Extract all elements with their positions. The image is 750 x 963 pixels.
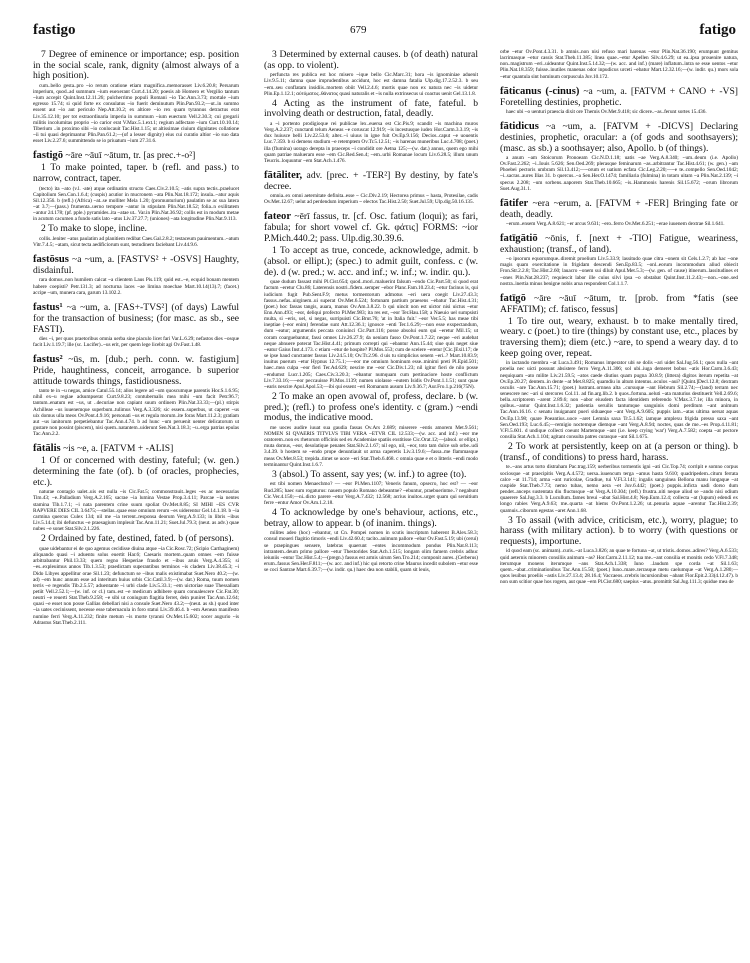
column-1 xyxy=(33,48,239,626)
headword: fastigō xyxy=(33,150,64,162)
citation-block: dies ~i, per quos praetoribus omnia uerba sine piaculo licet fari Var.L.6.29; nefastos dies ~osque facit Liv.1.19.7; ille (sc. Lucifer)..~us erit, per quem lege licebit agi Ov.Fast.1.48. xyxy=(33,335,239,348)
headword-etymology: ~a ~um, a. [FASTVS² + -OSVS] Haughty, disdainful. xyxy=(33,254,239,277)
citation-block: a ~i portento prodigioque rei publicae lex..euersa est Cic.Pis.9; scandit ~is machina muros Verg.A.2.237; cunctanti telum Aeneas ~e coruscat 12.919; ~is incestusque iudex Hor.Carm.3.3.19; ~is dux huiusce belli Liv.22.53.6; alter..~i uiuus in igne fuit Ov.Ep.9.156; Decios..caput ~e uouentis Luc.7.359. b si demens studium ~e retemptem Ov.Tr.5.12.51; ~is harenas muneribus Luc.4.708; (poet.) illa (flumina) uorago derepta in praeceps ~i condidit ore Aetna 125;—(w. dat.) annus, quem ego mihi quam patriae malueram esse ~em Cic.Red.Sen.4; ~em..urbi Romanae locum Liv.6.28.5; illum unum Teucris..loquuntur ~em Stat.Ach.1.476. xyxy=(264,121,478,164)
citation-block: a anum ~am Stoicorum Pronoeam Cic.N.D.1.18; uatis ~ae Verg.A.8.340; ~um..deum (i.e. Apollo) Ov.Fast.2.262; ~i..Iouis 5.626; Sen.Oed.269; plerasque feminarum ~as..arbitrantur Tac.Hist.4.61; (w. gen.) ~am Phoebei pectoris umbram Sil.13.412;—~orum et uatium ecfata Cic.Leg.2.20;—~e te..compello Sen.Oed.1042; ~i..sacras..aures Ilias 31. b quercus..~a Sen.Her.O.1474; familiaria (fulmina) in totam uitam ~a Plin.Nat.2.139; ~i specus 2.208; ~um sorbens..uaporem Stat.Theb.10.665; ~is..Hammonis harenis Sil.15.672; ~orum librorum Suet.Aug.31.1. xyxy=(500,154,738,192)
entry-headword-line xyxy=(33,302,239,335)
headword: fastus² xyxy=(33,354,63,366)
citation-block: ~erum..ensem Verg.A.8.621; ~er arcus 9.631; ~ero..ferro Ov.Met.6.251; ~erae iuuenem dextrae Sil.1.641. xyxy=(506,220,725,227)
sense-definition: 1 Of or concerned with destiny, fateful; (w. gen.) determining the fate (of). b (of oracles, prophecies, etc.). xyxy=(33,455,239,488)
headword: fātifer xyxy=(500,197,529,209)
sense-definition: 2 To make an open avowal of, profess, declare. b (w. pred.); (refl.) to profess one's identity. c (gram.) ~endi modus, the indicative mood. xyxy=(264,391,478,424)
citation-block: in iactando membra ~at Luca.3.491; Romanus imperator ubi se dolis ~ari uidet Sal.Jug.56.1; quos nulla ~ant proelia nec uicti possunt absistere ferro Verg.A.11.306; sol ubi..iuga demeret bobus ~atis Hor.Carm.3.6.43; nequiquam ~ato milite Liv.21.59.5; ~atos caede diutius quam pugna 30.8.9; (littera) digitos iterum repetita ~at Ov.Ep.20.27; dentem..in dente ~at Met.8.825; quamdiu in altum intentus..oculos ~aui? [Quint.]Decl.12.8; dextram osculis ~are Tac.Ann.15.71; (poet.) lustrant..ornnea alta ..cursuque ~ant Hebrum Sil.2.74;—(land) terram nec senescere nec ~ari si stercores Col.11. ad fin.arg.lib.2. b quos..fortuna..ueluti ~ata maturius destituerit Vell.2.69.6; bella..scriptorem ~arent 2.89.6; non ~abor eiusdem facta identidem referendo V.Max.3.7.1e; illa minora, in quibus..~antur Quint.Inst.1.6.32; patientia seruilis tantumque sanguinis domi perditum ~ant animum Tac.Ann.16.16. c senatu inuiganant pueri siduaeque ~ant Verg.A.9.605; puppis iam..~atas ultima uersat aquas Ov.Ep.13.98; quare Poeantius..uoce ~aret Lemnia saxa Tr.5.1.62; iamque amplexu frigida presso saxa ~ant Sen.Oed.193; Luc.6.45;—remigio noctemque diemque ~ant Verg.A.8.94; noctes, quas de me..~es Prop.4.11.81; V.Fl.5.601. d undique collecti coeunt Martemque ~ant (i.e. keep crying 'war') Verg.A.7.582; coepta ~at pectore consilia Stat.Ach.1.104; agitant consulta patres curasque ~ant Sil.1.675. xyxy=(500,360,738,441)
citation-block: cum..bello gesta..pro ~io rerum oratione etiam magnifica..memorasset Liv.6.20.8; Persarum imperium, quod..ad summum ~ium euexerant Curt.4.14.20; poesis ab Homero et Vergilio tantum ~ium accepit Quint.Inst.12.11.26; pulcherrimo populi Romani ~io Tac.Ann.3.73; mortale ~ium egresso 15.74; si quid forte ex consulatus ~io fuerit deminutum Plin.Pan.93.2;—ut..in summo essent aut ~io aut periculo Nep.Att.10.2; ex altiore ~io rex quam tyrannus detractus erat Liv.35.12.10; per tot extraordinaria imperia in summum ~ium euectum Vell.2.30.3; cui gregarii militis incolumitas proprio ~io carior erat V.Max.5.1.ext.1; regium adfectare ~ium Curt.10.10.14; Tiberium ..in proximo sibi ~io conlocauit Tac.Hist.1.15; ut altissimae ciuium dignitates collatione ~ii tui quasi deprimantur Plin.Pan.61.2;—(of a lesser dignity) eius cui curatio altior ~io suo data esset Liv.2.27.6; summittendo se io priuatum ~ium 27.31.6. xyxy=(33,82,239,145)
column-2 xyxy=(264,48,478,573)
entry-headword-line xyxy=(500,86,738,108)
sense-definition: 7 Degree of eminence or importance; esp. position in the social scale, rank, dignity (almost always of a high position). xyxy=(33,49,239,82)
headword-etymology: adv. [prec. + -TER²] By destiny, by fate's decree. xyxy=(264,170,478,193)
headword-etymology: ~a ~um, a. [FAS+-TVS²] (of days) Lawful for the transaction of business; (for masc. as sb., see FASTI). xyxy=(33,301,239,335)
headword-etymology: ~ūs, m. [dub.; perh. conn. w. fastigium] Pride, haughtiness, conceit, arrogance. b superior attitude towards things, fastidiousness. xyxy=(33,354,239,388)
headword: fāticanus (-cinus) xyxy=(500,85,580,97)
citation-block: omnia..ex omni aeternitate definita..esse ~ Cic.Div.2.19; Hectorea primus ~ hasta, Protesilae, cadis Ov.Met.12.67; uelut ad perdendum imperium ~ electos Tac.Hist.2.50; Suet.Jul.59; Ulp.dig.50.16.135. xyxy=(264,193,478,206)
sense-definition: 1 To make pointed, taper. b (refl. and pass.) to narrow, contract, taper. xyxy=(33,162,239,184)
headword: fātidicus xyxy=(500,120,539,132)
sense-definition: 3 (absol.) To assent, say yes; (w. inf.) to agree (to). xyxy=(272,468,467,480)
citation-block: milites adeo (hoc) ~ebantur, ut Cn. Pompei nomen in scutis inscriptum haberent B.Alex.58.3; consul moueri flagitio timoris ~endi Liv.42.60.4; tacito..animum pallore ~ebar Ov.Fast.5.19; ubi (cerui) se praepingues sensere, latebras quaerunt ~entes incommodum pondus Plin.Nat.8.113; intrantem..deum primo pallore ~etur Thestorides Stat.Ach.1.515; longam olim famem crebris adhuc ieiuniis ~entur Tac.Hist.5.4;—(pregn.) fassus est armis uirum Sen.Tro.214; componit aures..(Cerberus) erum..fassus Sen.Her.F.811;—(w. acc. and inf.) hic qui retorto crine Maurus incedit subolem ~etur esse se coci Santrae Mart.6.39.7;—(w. indir. qu.) haec dea non stabili, quam sit leuis, xyxy=(264,530,478,574)
headword: fatīgātiō xyxy=(500,233,538,245)
citation-block: orbe ~etur Ov.Pont.4.3.31. b amnis..non nisi refuso mari harenas ~etur Plin.Nat.36.190; erumpunt gemitus lacrimasque ~etur cassis Stat.Theb.11.385; linea quae..~etur Apellen Silv.4.6.29; ut ea..ipsa prouenire natura, non..magistrum ~eri..uideantur Quint.Inst.5.14.32;—(w. acc. and inf.) (mare) inflatum..intra se esse uentos ~etur Plin.Nat.18.359; fuisse..inutiles manenas odor inpudicus urceti ~ebatur Mart.12.32.16;—(w. indir. qu.) mors sola ~etur quantula sint hominum corpuscula Juv.10.172. xyxy=(500,49,738,80)
running-head-left: fastigo xyxy=(33,22,76,38)
citation-block: rara domus..non humilem calcat ~a clientem Laus Pis.119; quid est..~e, ecquid bonam mentem habere coepisti? Petr.131.3; ad nocturna laces ~ae limina moechae Mart.10.14(13).7; (facet.) accipe ~um, munera cara, garum 13.102.2. xyxy=(33,277,239,296)
sense-definition: 4 Acting as the instrument of fate, fateful. b involving death or destruction, fatal, deadly. xyxy=(264,97,478,120)
entry-headword-line xyxy=(33,354,239,387)
headword-etymology: ~era ~erum, a. [FATVM + -FER] Bringing fate or death, deadly. xyxy=(500,197,738,220)
entry-headword-line xyxy=(264,170,478,192)
sense-definition: 2 To make to slope, incline. xyxy=(41,223,147,235)
citation-block: naturae contagio ualet..uis est nulla ~is Cic.Fat.5; commonstrauit..leges ~es ac necessarias Tim.43; ~e..Palladium Verg.A.2.165; sacrae ~ia lumina Vestae Prop.3.4.11; Parcae ~ia nentes stamina Tib.1.7.1; ~i nata parentem crine suum spoliat Ov.Met.8.85; SI MIHI ~ES CVR RAPVERE DIES CIL 3.6475;—stellas..quae esse omnium rerum ~es uiderentur Gel.14.1.18. b ~ia carmina quercus Culex 134; nil me ~ia terrent..responsa deorum Verg.A.9.133; in libris ~ibus Liv.5.14.4; ibi defunctus ~e praesagium impleuit Tac.Ann.11.21; Suet.Jul.79.3; (neut. as adv.) quae nubes ~e sonet Stat.Silv.2.1.226. xyxy=(33,489,239,533)
entry-headword-line xyxy=(33,150,239,161)
headword-etymology: ~ōnis, f. [next + -TIO] Fatigue, weariness, exhaustion; (transf., of land). xyxy=(500,233,738,256)
citation-block: quae uidebantur ei de quo agemus cecidisse diuina atque ~ia Cic.Rosc.72; (Scipio Carthaginem) aliquando quasi ~i aduentu solus euertit Har.6; Caesaris mortem..quam omnes ~em fuisse arbitrabantur Phil.13.33; quem regno Hesperiae fraudo et ~ibus aruis Verg.A.4.355; si ~es..expleuimus annos Tib.1.3.53; praedictam superantibus terminos ~is cladem Liv.38.45.3; ~i Dido Libyes appellitur orae Sil.1.23; defunctum se ~ibus malis existimabat Suet.Nero 40.2;—(w. ad) ~em hunc annum esse ad interitum huius urbis Cic.Catil.3.9;—(w. dat.) Roma, tuum nomen terris ~e regendis Tib.2.5.57; aduentante ~i urbi clade Liv.5.33.1; ~em uictoriae suae Thessaliam petiit Vell.2.52.1;—(w. inf. or cl.) tam..est ~e medicum adhibere quam conualescere Cic.Fat.30; neutri ~e reuerti Stat.Theb.9.258; ~e sibi ut coniugum flagitia ferret, dein puniret Tac.Ann.12.64; quasi ~e esset non posse Gallias debellari nisi a consule Suet.Nero 43.2;—(neut. as sb.) quod inter ~ia uates cecinissent, necesse esse tabernacula in foro statui Liv.39.46.4. b ~em Aenean manifesto numine ferri Verg.A.11.232; finite metum ~is morte tyranni Ov.Met.15.602; socer augurio ~is Adrastus Stat.Theb.2.111. xyxy=(33,545,239,626)
sense-definition: 3 To assail (with advice, criticism, etc.), worry, plague; to harass (with military action). b to worry (with questions or requests), importune. xyxy=(500,514,738,547)
headword: fateor xyxy=(264,211,292,223)
sense-definition: 1 To accept as true, concede, acknowledge, admit. b (absol. or ellipt.); (spec.) to admit guilt, confess. c (w. de). d (w. pred.; w. acc. and inf.; w. inf.; w. indir. qu.). xyxy=(264,245,478,278)
headword-etymology: ~āre ~āuī ~ātum, tr. [prob. from *fatis (see AFFATIM); cf. fatisco, fessus] xyxy=(500,292,738,315)
running-head-right: fatigo xyxy=(699,22,736,38)
citation-block: collis..leniter ~atus paulatim ad planitiem redibat Caes.Gal.2.8.2; testaceum pauimentum..~atum Vitr.7.4.5; ~atam, sicut tecta aedificiorum sunt, testudinem faciebant Liv.44.9.6. xyxy=(33,236,239,249)
citation-block: est tibi nomen Menaechmo? — ~eor Pl.Men.1107; Veneris fanum, opsecro, hoc est? — ~eor Rud.285; haec sum rogaturus: nauem populo Romano debeantne? ~ebuntur, praebuerintne..? negabunt Cic.Ver.4.150;—ni..dicto parere ~etur Verg.A.7.432; 12.568; acrius inuitos..urget quam qui seruitium ferre ~entur Amor Ov.Am.1.2.18. xyxy=(264,481,478,506)
headword-etymology: ~āre ~āuī ~ātum, tr. [as prec.+-o²] xyxy=(63,150,196,162)
citation-block: me uoces audire iuuat sua gaudia fassas Ov.Ars 2.689; miserere ~entis amorem Met.9.561; NOMEN SI QVAERIS TITVLVS TIBI VERA ~ETVR CIL 12.533;—(w. acc. and inf.) ~eor me oratorem..non ex rhetorum officinis sed ex Academiae spatiis exstitisse Cic.Orat.12;—(absol. or ellipt.) muta domus, ~eor, desolatique penates Stat.Silv.2.1.67; nil ego, nil, ~eor, toto tam dulce sub orbe..udi 3.4.39. b hostem se ~endo prope denuntiauit ut arma caperetis Liv.3.19.6;—fassa..me flammasque meas Ov.Met.8.53; trepida..timet se uoce ~eri Stat.Theb.6.468. c omnia quae e et o litteris ~endi modo terminantur Quint.Inst.1.6.7. xyxy=(264,424,478,468)
headword-etymology: ~is ~e, a. [FATVM + -ALIS] xyxy=(60,443,174,455)
entry-headword-line xyxy=(500,121,738,154)
sense-definition: 2 Ordained by fate, destined, fated. b (of persons). xyxy=(41,533,234,545)
headword: fastus¹ xyxy=(33,301,63,313)
citation-block: te..~ans artus torto distraham Pac.trag.159; uerberibus tormentis igni ~ati Cic.Top.74; corripit e somno corpus sociosque ~at praecipitis Verg.A.4.572; uersa..iuuencum terga ~amus hasta 9.610; quadripedem..citum ferrata calce ~at 11.714; arma ~ant ruricolae, Gradiue, tui V.Fl.3.141; ingalis sanguinea Bellona manu longaque ~at cuspide Stat.Theb.7.73; nemo tubas, nemo aera ~et Juv.6.442; (poet.) puppis..inficta uadi dorso dum pendet..anceps sustentata diu fluctusque ~at Verg.A.10.304; (refl.) frustra..niti neque aliud se ~ando nisi odium quaerere Sal.Jug.3.3. b Lucullum..fames breui ~abat Sal.Hist.4.8; Nep.Eum.12.4; collecta ~at (lupum) edendi ex longo rabies Verg.A.9.63; me..quarta ~at hiems Ov.Pont.1.2.26; ut..penuria aquae ~arentur Tac.Hist.2.39; quamuis..ciborum egestas ~aret Ann.1.68. xyxy=(500,464,738,514)
headword: fatīgō xyxy=(500,292,526,304)
sense-definition: 3 Determined by external causes. b (of death) natural (as opp. to violent). xyxy=(264,49,478,71)
headword: fātāliter, xyxy=(264,170,303,182)
headword-etymology: ~a ~um, a. [FATVM + CANO + -VS] Foretelling destinies, prophetic. xyxy=(500,85,738,108)
column-3 xyxy=(500,48,738,585)
entry-headword-line xyxy=(500,293,738,315)
entry-headword-line xyxy=(500,198,738,220)
entry-headword-line xyxy=(500,233,738,255)
sense-definition: 1 To tire out, weary, exhaust. b to make mentally tired, weary. c (poet.) to tire (things) by constant use, etc., places by traversing them); diem (etc.) ~are, to spend a weary day. d to keep going over, repeat. xyxy=(500,315,738,359)
citation-block: haec ubi ~o uenturi praescia dixit ore Themis Ov.Met.9.418; sic dicere..~as..ferunt sortes 15.436. xyxy=(506,108,707,115)
headword-etymology: ~ērī fassus, tr. [cf. Osc. fatium (loqui); as fari, fabula; for short vowel cf. Gk. φάτις] FORMS: ~ior P.Mich.440.2; pass. Ulp.dig.30.39.6. xyxy=(264,211,478,245)
page-number: 679 xyxy=(350,24,367,36)
citation-block: quae dudum fassast mihi Pl.Cist.654; quod..mori..maluerint falsum ~endo Cic.Part.50; si quod erat factum ~eretur Clu.86; Laterensis nostri..fidem..semper ~ebor Planc.Fam.10.23.4; ~etur facinus is, qui iudicium fugit Pub.Sent.F.9; metus tormentorum admotus ~eri uera coegit Liv.27.43.3; fassus..nefas..uirginem..ui superat Ov.Met.6.524; fortunam partium praesens ~ebatur Tac.Hist.4.31; (poet.) hoc fassas tangis, auara, manus Ov.Am.3.8.22. b qui uincit non est uictor nisi uictus ~etur Enn.Ann.493; ~eor, deliqui profecto Pl.Mer.983; ita res est, ~eor Ter.Hau.158; a Naeuio uel sumpsisti multa, si ~eris, uel, si negas, surripuisti Cic.Brut.76; 'at in Italia fuit.' ~eor Ver.5.5; has meae tibi ineptiae (~eor enim) ferendae sunt Att.12.36.1; ignosce ~enti Ter.1.6.29;—non esse exspectandum, dum ~eatur; argumentis peccata coniuinci Cic.Part.116; posse absolui eum qui ~eretur Mil.15; ut coram coarguebantur, fassi omnes Liv.26.27.9; da ueniam fasso Ov.Pont.1.7.22; neque ~eri audebat neque abnuere poterat Tac.Hist.4.41; primum correpti qui ~ebantur Ann.15.44; siue quis neget siue ~eatur Gaius Inst.4.173. c etiam ~etur de hospite? Pl.Mos.553; cum de scelere ~eretur [Cic.]Exil.17; de se ipse haud cunctanter fassus Liv.24.5.10; Ov.Tr.2.96. d uis tu simplicius senem ~eri..? Mart.10.83.9; inuitus puerum ~etur Hypnus 12.75.1;—~eor me omnium hominum esse..minimi preti Pl.Epid.501; haec..mea culpa ~eor fieri Ter.Ad.629; nescire me ~eor Cic.Div.1.23; nil igitur fieri de nilo posse ~endumst Lucr.1.205; Caes.Civ.3.20.3; ~ebantur numquam cum pertinaciore hoste conflictum Liv.7.33.16;—~eor peccauisse Pl.Mos.1139; numen uiolasse ~eutem Isidis Ov.Pont.1.1.51; sunt quae ~earis nescire Apul.Apol.53;—ibi qui essent ~eri Romanum ausum Liv.9.36.7; Aur.Fro.1.p.216(75N). xyxy=(264,279,478,390)
entry-headword-line xyxy=(264,211,478,244)
sense-definition: 4 To acknowledge by one's behaviour, actions, etc., betray, allow to appear. b (of inanim. things). xyxy=(264,507,478,529)
citation-block: tanto te in ~u negas, amice Catul.55.14; alios legere ad ~um quoscumque parentis Hor.S.1.6.95; nihil ex~u regiae adsumpserat Curt.9.8.23; contubernalis mea mihi ~um facit Petr.96.7; tantum..enatum est ~us, ut ..decuriae non capiant suum ordinem Plin.Nat.33.33;—(pl.) stirpis Achilleae ~us iuuenemque superbum..tulimus Verg.A.3.326; sic essem..superbus, ut caperet ~us uix domus ulla meos Ov.Pont.4.9.16; personati ~us et regula morum..ite foras Mart.11.2.3; gratiam aut ~us ianitorum perpetiebantur Tac.Ann.4.74. b ad hunc ~um peruenit uenter delicatorum ut gustare non possint (piscem), nisi quem..natantem..uiderunt Sen.Nat.3.18.3; ~u..erga patrias epulas Tac.Ann.2.2. xyxy=(33,388,239,438)
citation-block: ~o ipsorum equorumque..diremit proelium Liv.5.33.9; lassitudo quae citra ~onem sit Cels.1.2.7; ab hac ~one magis quam exercitatione in frigidam descendi Sen.Ep.83.5; ~onl..eorum incommodum aliud obiecit Fron.Str.2.2.8; Tac.Hist.2.60; lauacro ~onem sui diluit Apul.Met.5.3;—(w. gen. of cause) itinerum..lassitudines et ~ones Plin.Nat.28.237; requiescit labor ille cuius silvi ipsa ~o obstabat Quint.Inst.11.2.43;—non..~one..sed nostra..inertia minus benigne nobis arua respondent Col.1.1.7. xyxy=(500,256,738,287)
headword-etymology: ~a ~um, a. [FATVM + -DICVS] Declaring destinies, prophetic, oracular: a (of gods and soothsayers); (masc. as sb.) a soothsayer; also, Apollo. b (of things). xyxy=(500,120,738,154)
citation-block: perfuncta res publica est hoc misero ~ique bello Cic.Marc.31; hora ~is ignominiae aduenit Liv.9.5.11; damna quae imprudentibus accidunt, hoc est damna fatalia Ulp.dig.17.2.52.3. b seu ~em..seu conflatam insidiis..mortem obiit Vell.2.4.6; mortis quae non ex natura nec ~is uidetur Plin.Ep.1.12.1; αὐτόματος..θάνατος quasi naturalis et ~is nulla extrinsecus ui coactus uenit Gel.13.1.8. xyxy=(264,72,478,97)
headword: fātālis xyxy=(33,443,61,455)
citation-block: (tecto) ita ~ato (v.l. -ate) atque ordinatim structo Caes.Civ.2.10.5; ~atis supra tectis..praelucet Capitolium Sen.Con.1.6.4; (cuspis) acutior in mucronem ~ata Plin.Nat.18.172; insula..~atur aquis Sil.12.356. b (refl.) (Africa) ~at..se molliter Mela 1.20; (promunturium) paulatim se ac sua latera ~at 3.7;—(pass.) frumenta..uerno tempore ~antur in stipulam Plin.Nat.18.52; folia..n exilitatem ~antur 24.178; (pf. pple.) pyramides..ita ~atae ut.. Var.in Plin.Nat.36.92; collis est in modum metae in acutum cacumen a fundo satis lato ~atus Liv.37.27.7; (uniones) ~ata longitudine Plin.Nat.9.113. xyxy=(33,185,239,223)
sense-definition: 2 To work at persistently, keep on at (a person or thing). b (transf., of conditions) to press hard, harass. xyxy=(500,441,738,463)
entry-headword-line xyxy=(33,443,239,454)
headword: fastōsus xyxy=(33,254,69,266)
entry-headword-line xyxy=(33,254,239,276)
citation-block: id quod eam (sc. animam)..curis..~at Luca.3.826; an quae te fortuna ~at, ut tristis..domos..adires? Verg.A.6.533; quid aeternis minorem consiliis animum ~as? Hor.Carm.2.11.12; tua me..~ant consilia et monitis cedo V.Fl.7.348; iterumque monens iterumque ~ans Stat.Ach.1.338; Iuno ..laudum spe corda ~at Sil.1.63; quem..~abat..criminationibus Tac.Ann.15.50; (poet.) Iuno..mare..terrasque metu caelumque ~at Verg.A.1.280;—quos leuibus proeliis ~astis Liv.27.13.4; 28.16.4; Vaccaeos..crebris incursionibus ~abant Flor.Epit.2.33(4.12.47). b non sum scitior quae hos rogem, aut quae ~em Pl.Cist.680; saepius ~atus..promittit Sal.Jug.111.3; quidue mea de xyxy=(500,548,738,586)
